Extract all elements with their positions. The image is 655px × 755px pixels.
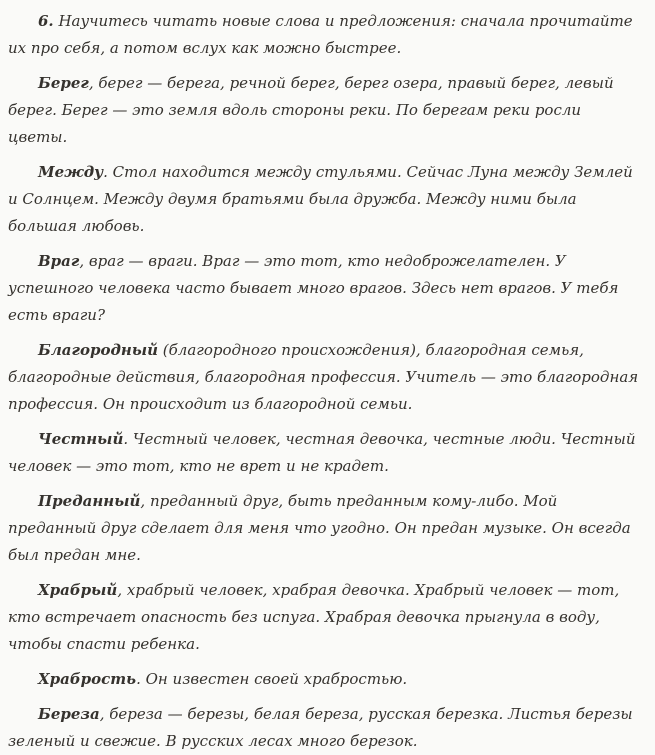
vocab-word: Преданный [38, 492, 141, 510]
vocab-word: Храбрость [38, 670, 137, 688]
vocab-word: Берег [38, 74, 89, 92]
vocab-paragraph-vrag [8, 248, 645, 329]
vocab-paragraph-bereza [8, 701, 645, 755]
vocab-paragraph-mezhdu [8, 159, 645, 240]
vocab-word: Честный [38, 430, 124, 448]
vocab-word: Враг [38, 252, 80, 270]
vocab-word: Благородный [38, 341, 158, 359]
paragraph-text: , берег — берега, речной берег, берег озера, правый берег, левый берег. Берег — это земля вдоль стороны реки. По берегам реки росли цветы. [8, 74, 614, 146]
vocab-word: Между [38, 163, 104, 181]
paragraph-text: . Стол находится между стульями. Сейчас Луна между Землей и Солнцем. Между двумя братьями была дружба. Между ними была большая любовь. [8, 163, 633, 235]
paragraph-text: , храбрый человек, храбрая девочка. Храбрый человек — тот, кто встречает опасность без испуга. Храбрая девочка прыгнула в воду, чтобы спасти ребенка. [8, 581, 620, 653]
exercise-number: 6. [38, 12, 54, 30]
vocab-paragraph-khrabrost [8, 666, 645, 693]
vocab-paragraph-bereg [8, 70, 645, 151]
paragraph-text: . Честный человек, честная девочка, честные люди. Честный человек — это тот, кто не врет и не крадет. [8, 430, 636, 475]
vocab-paragraph-blagorodny [8, 337, 645, 418]
vocab-paragraph-predanny [8, 488, 645, 569]
paragraph-text: . Он известен своей храбростью. [136, 670, 408, 688]
vocab-word: Береза [38, 705, 100, 723]
paragraph-text: Научитесь читать новые слова и предложения: сначала прочитайте их про себя, а потом вслух как можно быстрее. [8, 12, 633, 57]
paragraph-text: (благородного происхождения), благородная семья, благородные действия, благородная профессия. Учитель — это благородная профессия. Он происходит из благородной семьи. [8, 341, 639, 413]
vocab-word: Храбрый [38, 581, 118, 599]
paragraph-text: , враг — враги. Враг — это тот, кто недоброжелателен. У успешного человека часто бывает много врагов. Здесь нет врагов. У тебя есть враги? [8, 252, 619, 324]
paragraph-text: , преданный друг, быть преданным кому-либо. Мой преданный друг сделает для меня что угодно. Он предан музыке. Он всегда был предан мне. [8, 492, 631, 564]
exercise-paragraph [8, 8, 645, 62]
vocab-paragraph-khrabry [8, 577, 645, 658]
paragraph-text: , береза — березы, белая береза, русская березка. Листья березы зеленый и свежие. В русских лесах много березок. [8, 705, 633, 750]
vocab-paragraph-chestny [8, 426, 645, 480]
